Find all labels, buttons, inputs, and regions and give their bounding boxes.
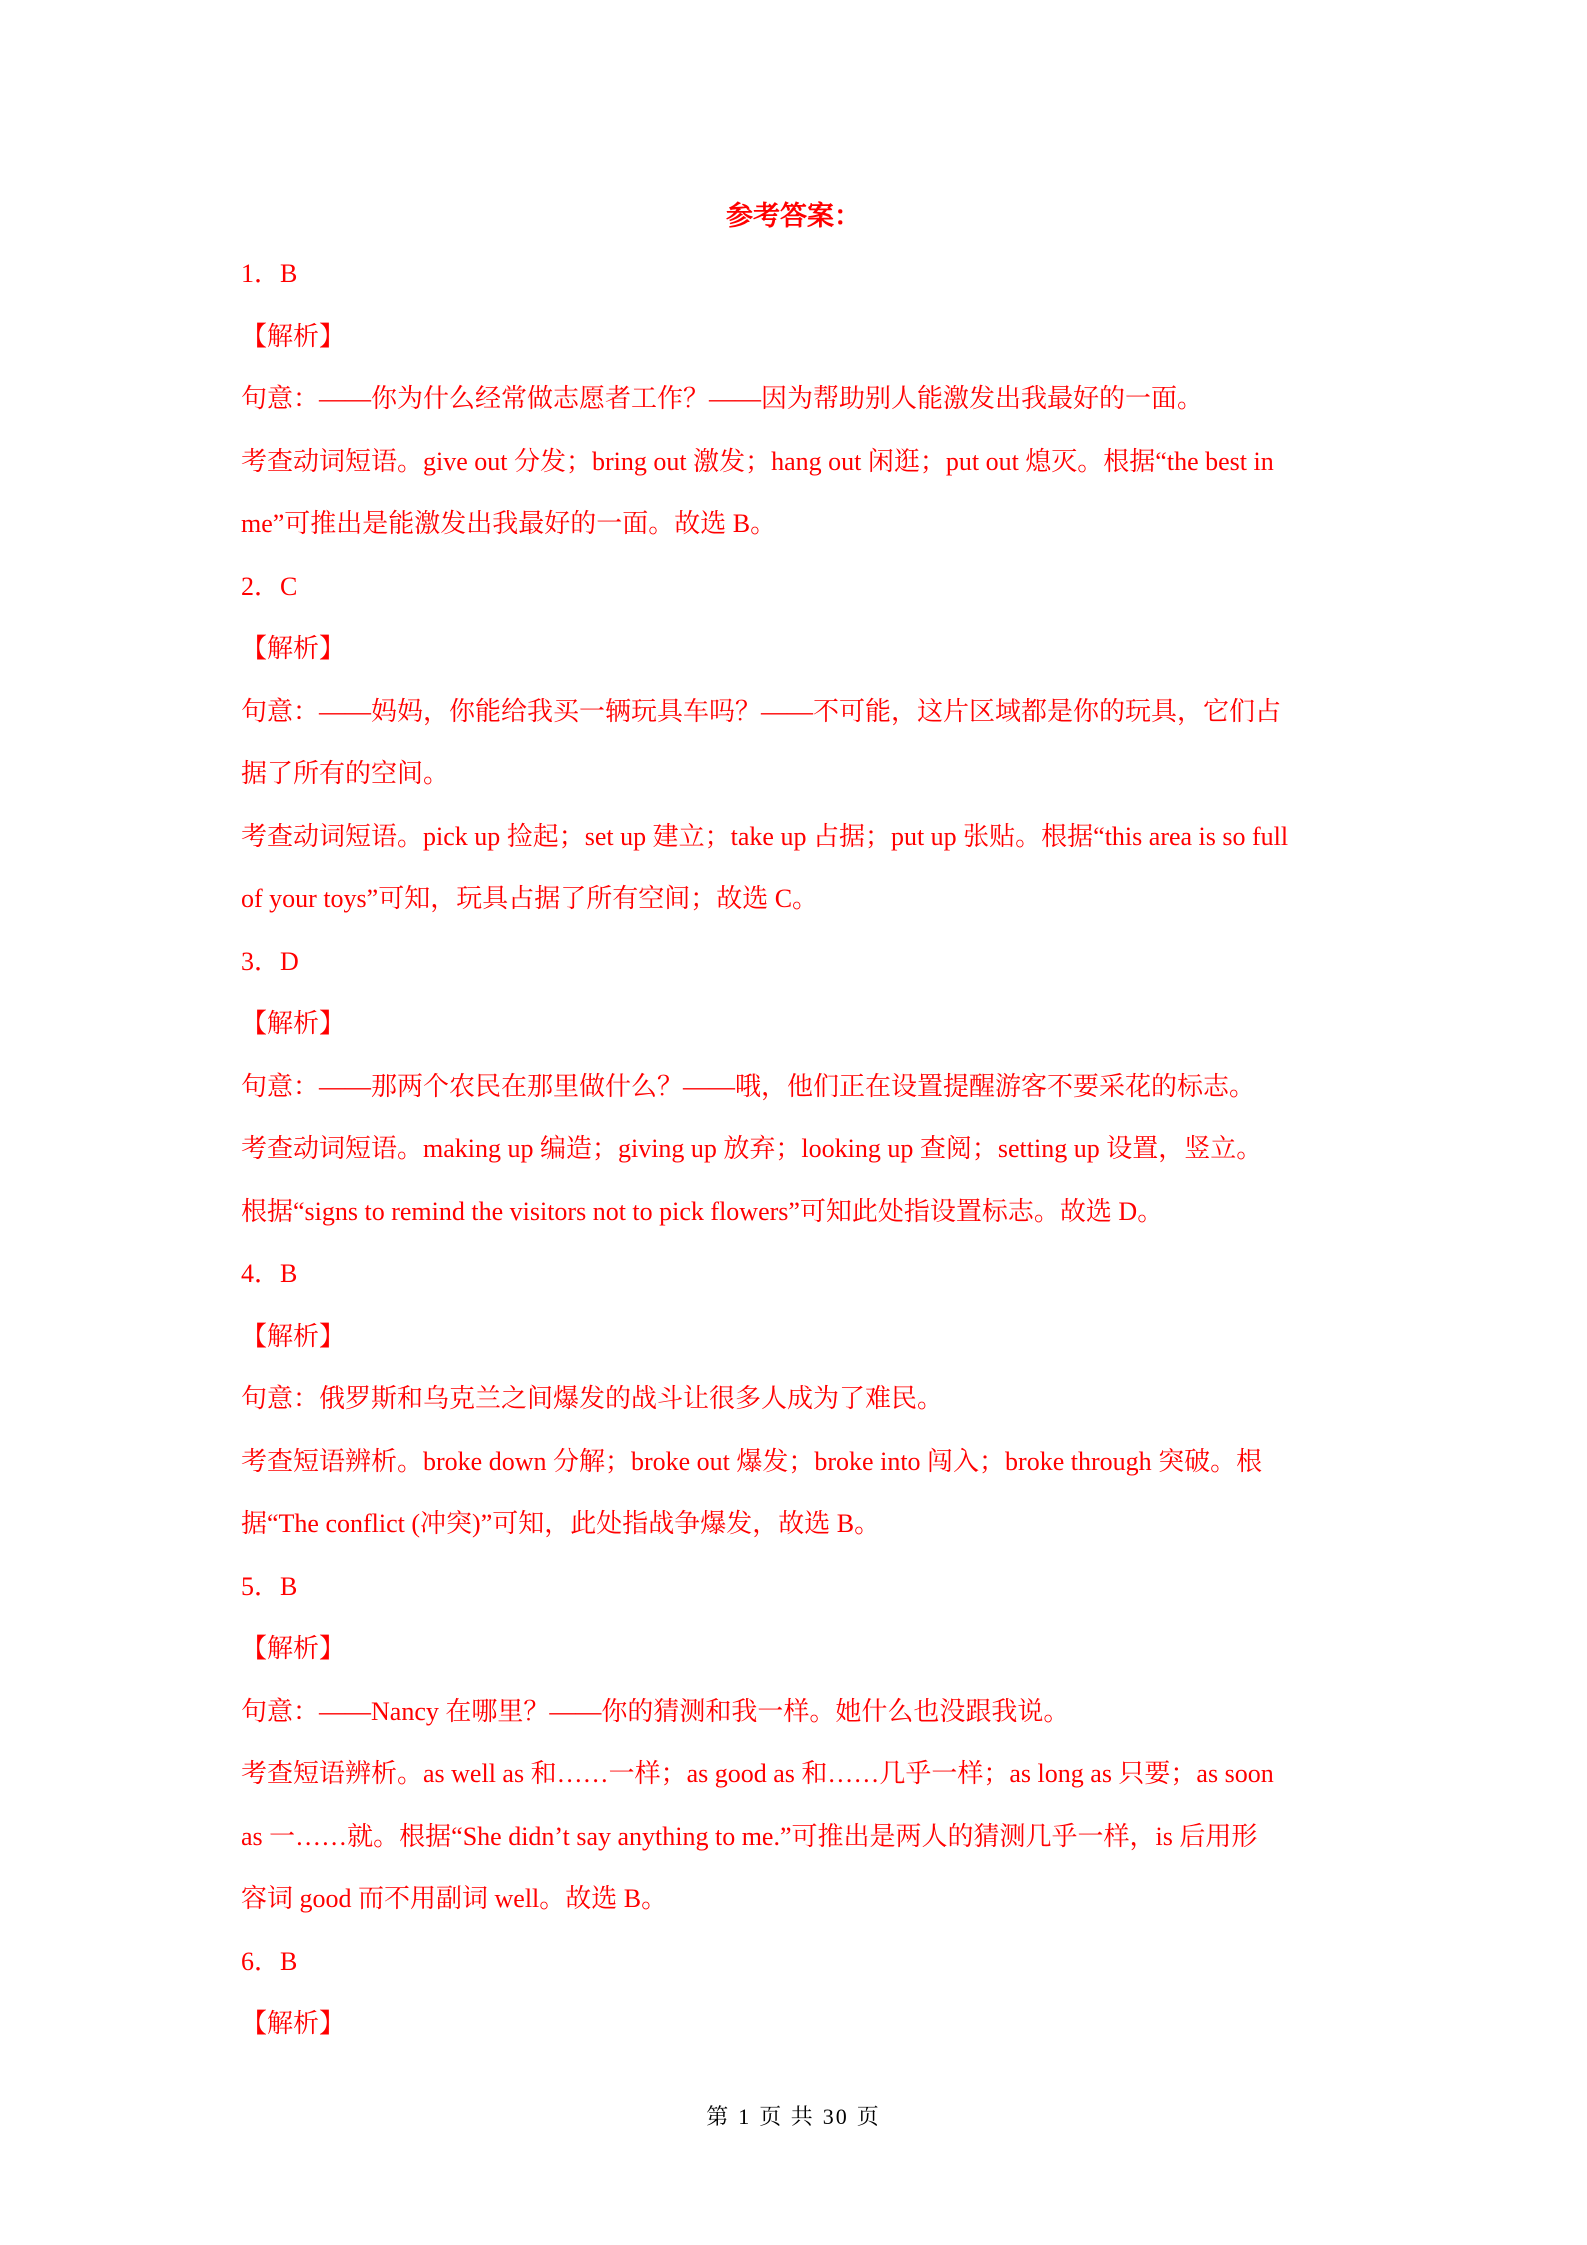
answer-list [241, 243, 1356, 2056]
answer-number: 2．C [241, 571, 298, 601]
total-pages: 30 [822, 2104, 849, 2129]
analysis-line: 容词 good 而不用副词 well。故选 B。 [241, 1884, 668, 1913]
answer-number: 4．B [241, 1259, 298, 1288]
analysis-label: 【解析】 [241, 2009, 346, 2038]
analysis-label: 【解析】 [241, 1009, 346, 1038]
analysis-line: me”可推出是能激发出我最好的一面。故选 B。 [241, 509, 777, 538]
analysis-line: 考查动词短语。making up 编造；giving up 放弃；looking up 查阅；setting up 设置，竖立。 [241, 1134, 1263, 1163]
analysis-line: 考查动词短语。pick up 捡起；set up 建立；take up 占据；put up 张贴。根据“this area is so full [241, 821, 1289, 851]
answer-item [241, 931, 1356, 1244]
answer-item [241, 243, 1356, 556]
answer-item [241, 1931, 1356, 2056]
answer-number: 1．B [241, 259, 298, 288]
analysis-line: 句意：——妈妈，你能给我买一辆玩具车吗？——不可能，这片区域都是你的玩具，它们占 [241, 696, 1282, 726]
analysis-line: 据“The conflict (冲突)”可知，此处指战争爆发，故选 B。 [241, 1509, 881, 1538]
answer-number: 3．D [241, 946, 299, 976]
answer-item [241, 1556, 1356, 1931]
analysis-line: 考查动词短语。give out 分发；bring out 激发；hang out 闲逛；put out 熄灭。根据“the best in [241, 446, 1274, 476]
analysis-line: 句意：——你为什么经常做志愿者工作？——因为帮助别人能激发出我最好的一面。 [241, 384, 1204, 413]
analysis-line: 句意：——那两个农民在那里做什么？——哦，他们正在设置提醒游客不要采花的标志。 [241, 1071, 1256, 1101]
analysis-line: 考查短语辨析。broke down 分解；broke out 爆发；broke into 闯入；broke through 突破。根 [241, 1446, 1263, 1476]
analysis-line: 句意：——Nancy 在哪里？——你的猜测和我一样。她什么也没跟我说。 [241, 1696, 1070, 1726]
analysis-line: 据了所有的空间。 [241, 759, 450, 788]
analysis-line: of your toys”可知，玩具占据了所有空间；故选 C。 [241, 884, 819, 913]
answer-item [241, 556, 1356, 931]
analysis-label: 【解析】 [241, 1321, 346, 1351]
footer-prefix: 第 [706, 2104, 731, 2129]
footer-middle: 页 共 [759, 2104, 815, 2129]
analysis-label: 【解析】 [241, 634, 346, 663]
page-footer [0, 2100, 1587, 2131]
current-page-number: 1 [738, 2104, 752, 2129]
analysis-line: as 一……就。根据“She didn’t say anything to me.”可推出是两人的猜测几乎一样，is 后用形 [241, 1821, 1258, 1851]
analysis-line: 考查短语辨析。as well as 和……一样；as good as 和……几乎一样；as long as 只要；as soon [241, 1759, 1274, 1788]
page-title: 参考答案： [726, 201, 861, 231]
answer-number: 6．B [241, 1946, 298, 1976]
analysis-label: 【解析】 [241, 321, 346, 351]
analysis-line: 根据“signs to remind the visitors not to pick flowers”可知此处指设置标志。故选 D。 [241, 1196, 1164, 1226]
analysis-line: 句意：俄罗斯和乌克兰之间爆发的战斗让很多人成为了难民。 [241, 1384, 944, 1413]
footer-suffix: 页 [856, 2104, 881, 2129]
answer-item [241, 1243, 1356, 1556]
answer-number: 5．B [241, 1571, 298, 1601]
analysis-label: 【解析】 [241, 1634, 346, 1663]
